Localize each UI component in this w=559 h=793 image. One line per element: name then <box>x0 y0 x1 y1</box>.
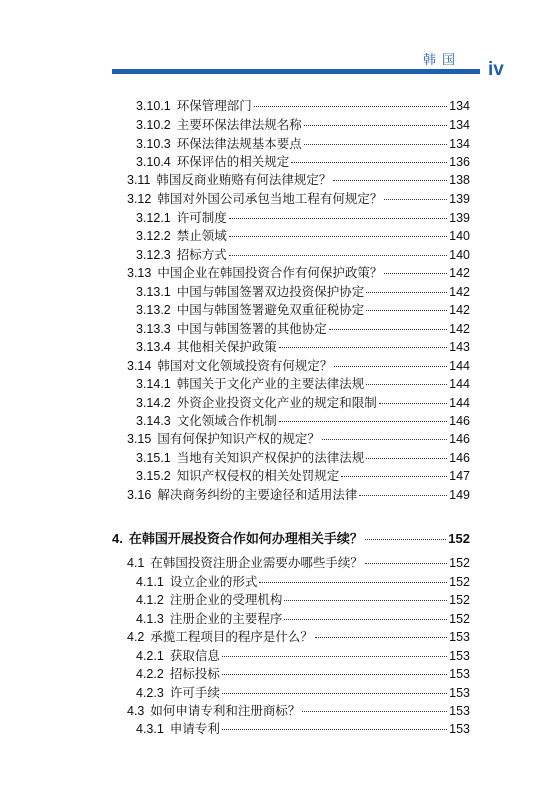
toc-entry-title: 环保管理部门 <box>176 98 252 113</box>
leader-dots <box>365 563 447 564</box>
toc-entry-page: 152 <box>449 612 470 626</box>
toc-entry-number: 4.1.1 <box>136 575 164 589</box>
toc-entry-title: 环保法律法规基本要点 <box>176 136 302 151</box>
toc-entry-title: 国有何保护知识产权的规定？ <box>157 431 320 446</box>
toc-entry-number: 3.14.1 <box>136 377 171 391</box>
leader-dots <box>229 218 447 219</box>
leader-dots <box>279 347 447 348</box>
toc-entry-title: 其他相关保护政策 <box>176 339 277 354</box>
toc-entry-number: 3.14 <box>127 359 152 373</box>
toc-entry-title: 招标投标 <box>169 666 220 681</box>
toc-entry-title: 知识产权侵权的相关处罚规定 <box>176 468 340 483</box>
toc-entry <box>127 263 470 281</box>
toc-entry-number: 4.2.2 <box>136 667 164 681</box>
toc-entry-title: 外资企业投资文化产业的规定和限制 <box>176 395 377 410</box>
toc-entry-title: 解决商务纠纷的主要途径和适用法律 <box>157 487 358 502</box>
toc-entry-page: 144 <box>449 359 470 373</box>
leader-dots <box>284 619 447 620</box>
toc-entry-title: 注册企业的主要程序 <box>169 611 283 626</box>
toc-entry-page: 136 <box>449 155 470 169</box>
toc-entry <box>136 374 470 392</box>
toc-entry-page: 134 <box>449 99 470 113</box>
toc-entry-title: 中国与韩国签署的其他协定 <box>176 321 327 336</box>
toc-entry <box>127 356 470 374</box>
toc-entry-title: 主要环保法律法规名称 <box>176 117 302 132</box>
toc-entry-number: 3.14.2 <box>136 396 171 410</box>
toc-entry-title: 注册企业的受理机构 <box>169 592 283 607</box>
toc-entry-page: 140 <box>449 248 470 262</box>
leader-dots <box>302 711 447 712</box>
toc-entry-number: 3.13.1 <box>136 285 171 299</box>
toc-entry-title: 文化领域合作机制 <box>176 413 277 428</box>
toc-entry-number: 3.15 <box>127 432 152 446</box>
toc-entry-page: 142 <box>449 303 470 317</box>
toc-entry <box>136 134 470 152</box>
leader-dots <box>279 421 447 422</box>
toc-entry <box>136 300 470 318</box>
toc-entry-page: 140 <box>449 229 470 243</box>
leader-dots <box>222 729 447 730</box>
toc-entry-page: 142 <box>449 285 470 299</box>
toc-entry-number: 3.13.4 <box>136 340 171 354</box>
toc-entry-page: 146 <box>449 414 470 428</box>
leader-dots <box>366 310 447 311</box>
leader-dots <box>366 292 447 293</box>
leader-dots <box>366 458 447 459</box>
toc-entry-page: 134 <box>449 137 470 151</box>
toc-entry-page: 152 <box>449 575 470 589</box>
toc-entry-number: 3.10.1 <box>136 99 171 113</box>
toc-entry <box>136 590 470 608</box>
toc-entry-number: 4.2.3 <box>136 686 164 700</box>
toc-entry-page: 138 <box>449 173 470 187</box>
toc-entry-title: 环保评估的相关规定 <box>176 154 290 169</box>
leader-dots <box>379 403 447 404</box>
leader-dots <box>222 656 447 657</box>
toc-entry-number: 3.12.2 <box>136 229 171 243</box>
leader-dots <box>229 255 447 256</box>
toc-chapter-entry <box>112 528 470 546</box>
toc-entry-number: 3.12 <box>127 192 152 206</box>
toc-entry-number: 4.1.3 <box>136 612 164 626</box>
leader-dots <box>384 199 447 200</box>
leader-dots <box>334 366 447 367</box>
toc-entry <box>136 719 470 737</box>
toc-entry-number: 3.10.3 <box>136 137 171 151</box>
toc-entry-title: 韩国对外国公司承包当地工程有何规定？ <box>157 191 383 206</box>
toc-entry <box>136 393 470 411</box>
header-rule <box>112 69 480 74</box>
toc-entry-number: 4.3.1 <box>136 722 164 736</box>
toc-entry-title: 在韩国开展投资合作如何办理相关手续？ <box>128 532 363 547</box>
toc-entry-number: 3.15.2 <box>136 469 171 483</box>
toc-entry-title: 获取信息 <box>169 648 220 663</box>
toc-entry <box>136 152 470 170</box>
toc-entry-title: 招标方式 <box>176 247 227 262</box>
toc-entry <box>136 664 470 682</box>
toc-entry-number: 3.15.1 <box>136 451 171 465</box>
leader-dots <box>304 144 447 145</box>
toc-entry-title: 承揽工程项目的程序是什么？ <box>150 629 313 644</box>
toc-entry-page: 139 <box>449 211 470 225</box>
toc-entry-number: 3.13 <box>127 266 152 280</box>
toc-entry <box>127 701 470 719</box>
header-page-number: iv <box>488 59 504 80</box>
toc-entry <box>127 553 470 571</box>
toc-entry-title: 韩国关于文化产业的主要法律法规 <box>176 376 365 391</box>
toc-entry-page: 147 <box>449 469 470 483</box>
toc-entry-number: 3.10.2 <box>136 118 171 132</box>
toc-entry <box>136 282 470 300</box>
toc-entry-page: 142 <box>449 266 470 280</box>
toc-entry-title: 中国与韩国签署双边投资保护协定 <box>176 284 365 299</box>
toc-entry-number: 3.16 <box>127 488 152 502</box>
toc-entry-page: 153 <box>449 722 470 736</box>
toc-entry-number: 4.2.1 <box>136 649 164 663</box>
toc-entry <box>136 646 470 664</box>
toc-entry <box>127 189 470 207</box>
leader-dots <box>333 180 447 181</box>
toc-entry-page: 146 <box>449 432 470 446</box>
toc-entry-page: 146 <box>449 451 470 465</box>
toc-entry <box>136 448 470 466</box>
toc-entry <box>136 466 470 484</box>
toc-entry-title: 在韩国投资注册企业需要办哪些手续？ <box>150 555 363 570</box>
toc-entry-number: 3.13.3 <box>136 322 171 336</box>
leader-dots <box>222 674 447 675</box>
toc-entry-title: 设立企业的形式 <box>169 574 258 589</box>
toc-entry-page: 142 <box>449 322 470 336</box>
toc-entry-page: 153 <box>449 686 470 700</box>
toc-entry-page: 152 <box>449 593 470 607</box>
leader-dots <box>315 637 447 638</box>
toc-entry-title: 许可手续 <box>169 685 220 700</box>
toc-entry-number: 3.14.3 <box>136 414 171 428</box>
toc-entry <box>136 683 470 701</box>
toc-entry-number: 4.1 <box>127 556 145 570</box>
toc-entry-page: 139 <box>449 192 470 206</box>
toc-entry <box>136 319 470 337</box>
leader-dots <box>365 539 446 540</box>
toc-entry-page: 149 <box>449 488 470 502</box>
toc-entry-number: 4.2 <box>127 630 145 644</box>
toc-entry <box>127 485 470 503</box>
toc-entry-title: 许可制度 <box>176 210 227 225</box>
toc-entry-title: 韩国对文化领域投资有何规定？ <box>157 358 333 373</box>
leader-dots <box>359 495 447 496</box>
toc-entry-title: 如何申请专利和注册商标？ <box>150 703 301 718</box>
toc-entry <box>127 170 470 188</box>
leader-dots <box>304 125 447 126</box>
toc-entry <box>136 572 470 590</box>
toc-entry <box>136 245 470 263</box>
toc-entry-number: 3.12.1 <box>136 211 171 225</box>
header-country: 韩国 <box>423 53 462 68</box>
toc-entry-page: 144 <box>449 377 470 391</box>
toc-entry-page: 153 <box>449 704 470 718</box>
toc-entry-number: 4. <box>112 531 123 546</box>
toc-entry-page: 152 <box>448 531 470 546</box>
leader-dots <box>284 600 447 601</box>
toc-entry-page: 153 <box>449 667 470 681</box>
toc-entry-title: 申请专利 <box>169 721 220 736</box>
leader-dots <box>384 273 447 274</box>
leader-dots <box>322 439 447 440</box>
toc-entry-page: 143 <box>449 340 470 354</box>
toc-entry <box>136 337 470 355</box>
toc-entry <box>127 627 470 645</box>
toc-entry <box>136 609 470 627</box>
leader-dots <box>222 693 447 694</box>
toc-entry-page: 152 <box>449 556 470 570</box>
leader-dots <box>341 476 447 477</box>
toc-entry <box>136 96 470 114</box>
toc-entry-page: 144 <box>449 396 470 410</box>
toc-entry-title: 韩国反商业贿赂有何法律规定？ <box>156 172 332 187</box>
leader-dots <box>254 106 447 107</box>
toc-entry-title: 中国与韩国签署避免双重征税协定 <box>176 302 365 317</box>
leader-dots <box>291 162 447 163</box>
toc-entry-page: 134 <box>449 118 470 132</box>
leader-dots <box>229 236 447 237</box>
leader-dots <box>259 582 447 583</box>
toc-entry-title: 当地有关知识产权保护的法律法规 <box>176 450 365 465</box>
toc-entry-page: 153 <box>449 649 470 663</box>
toc-entry-number: 3.11 <box>127 173 151 187</box>
leader-dots <box>329 329 447 330</box>
toc-entry-number: 3.12.3 <box>136 248 171 262</box>
toc-entry-title: 中国企业在韩国投资合作有何保护政策？ <box>157 265 383 280</box>
toc-entry-number: 4.1.2 <box>136 593 164 607</box>
toc-entry-title: 禁止领域 <box>176 228 227 243</box>
toc-entry-number: 4.3 <box>127 704 145 718</box>
toc-entry-number: 3.13.2 <box>136 303 171 317</box>
toc-entry <box>136 115 470 133</box>
toc-entry <box>136 226 470 244</box>
toc-entry <box>136 411 470 429</box>
toc-entry-page: 153 <box>449 630 470 644</box>
toc-entry <box>136 208 470 226</box>
leader-dots <box>366 384 447 385</box>
toc-entry <box>127 429 470 447</box>
toc-entry-number: 3.10.4 <box>136 155 171 169</box>
